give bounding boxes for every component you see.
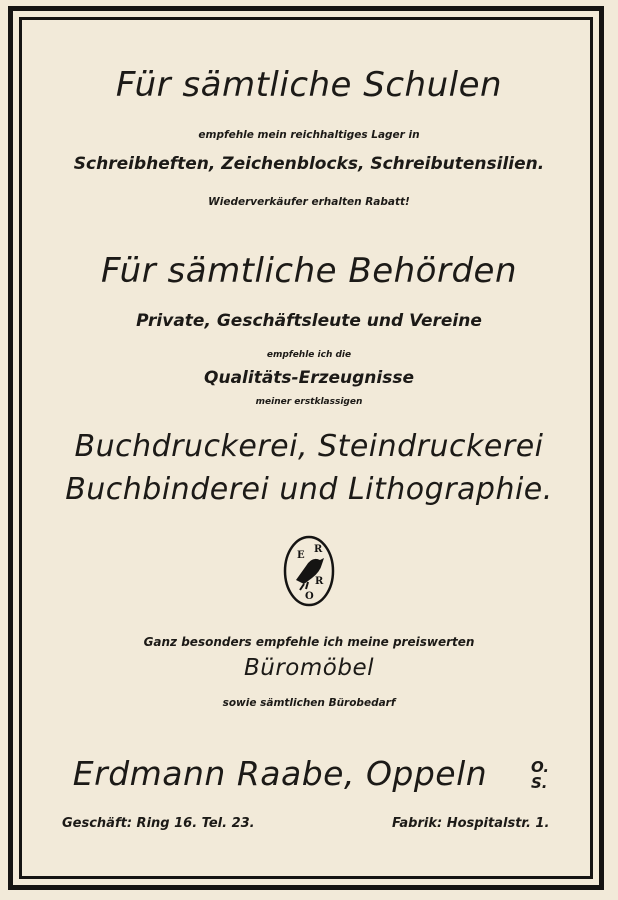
company-name: Erdmann Raabe, Oppeln	[72, 754, 488, 793]
logo-letter-r2: R	[315, 576, 324, 587]
headline-schools: Für sämtliche Schulen	[115, 65, 503, 105]
shop-address: Geschäft: Ring 16. Tel. 23.	[62, 816, 255, 831]
abbrev-o: O.	[531, 758, 550, 776]
schools-subline: empfehle mein reichhaltiges Lager in	[198, 129, 420, 141]
abbrev-s: S.	[531, 774, 548, 792]
logo-letter-e: E	[297, 550, 305, 561]
authorities-subline: Private, Geschäftsleute und Vereine	[136, 311, 482, 331]
headline-authorities: Für sämtliche Behörden	[101, 251, 517, 291]
erro-logo	[282, 534, 336, 608]
logo-letter-o: O	[305, 591, 314, 602]
binding-services: Buchbinderei und Lithographie.	[65, 472, 553, 507]
recommend-text: empfehle ich die	[266, 350, 352, 360]
reseller-discount: Wiederverkäufer erhalten Rabatt!	[208, 196, 410, 208]
first-class-text: meiner erstklassigen	[255, 397, 363, 407]
factory-address: Fabrik: Hospitalstr. 1.	[392, 816, 550, 831]
printing-services: Buchdruckerei, Steindruckerei	[74, 429, 544, 464]
office-furniture: Büromöbel	[243, 655, 374, 681]
special-offer: Ganz besonders empfehle ich meine preiswerten	[143, 635, 475, 649]
office-supplies: sowie sämtlichen Bürobedarf	[222, 697, 396, 709]
schools-products: Schreibheften, Zeichenblocks, Schreibutensilien.	[73, 154, 545, 174]
upper-silesia-abbrev	[531, 759, 549, 791]
quality-products: Qualitäts-Erzeugnisse	[204, 368, 414, 388]
logo-letter-r1: R	[314, 544, 323, 555]
